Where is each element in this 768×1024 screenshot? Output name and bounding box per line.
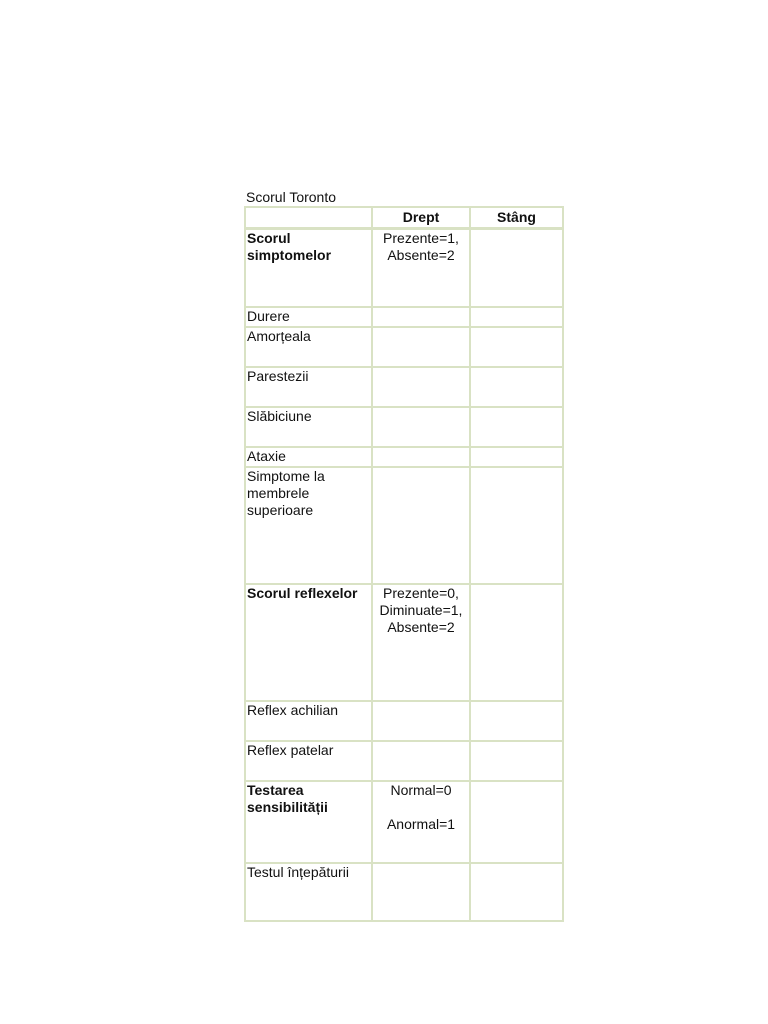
table-row [245,447,563,467]
left-cell [470,741,563,781]
right-value-line: Prezente=0, [383,584,459,601]
header-blank-cell [245,207,372,229]
table-row [245,307,563,327]
right-cell [372,367,470,407]
left-cell [470,327,563,367]
header-right: Drept [372,207,470,229]
left-cell [470,229,563,307]
table-header-row [245,207,563,229]
row-label: Scorul reflexelor [245,584,372,701]
table-row [245,863,563,921]
right-cell [372,229,470,307]
table-row [245,467,563,584]
toronto-score-table [244,206,564,922]
document-title: Scorul Toronto [246,189,337,205]
row-label: Testarea sensibilității [245,781,372,863]
header-left: Stâng [470,207,563,229]
left-cell [470,467,563,584]
table-row [245,584,563,701]
right-cell [372,863,470,921]
table-row [245,741,563,781]
row-label: Amorțeala [245,327,372,367]
table-row [245,229,563,307]
right-cell [372,741,470,781]
row-label: Scorul simptomelor [245,229,372,307]
left-cell [470,584,563,701]
left-cell [470,701,563,741]
table-row [245,407,563,447]
left-cell [470,863,563,921]
right-cell [372,407,470,447]
row-label: Parestezii [245,367,372,407]
right-cell [372,781,470,863]
left-cell [470,367,563,407]
right-cell [372,447,470,467]
right-cell [372,701,470,741]
right-value-line: Prezente=1, [383,230,459,246]
left-cell [470,407,563,447]
row-label: Testul înțepăturii [245,863,372,921]
left-cell [470,447,563,467]
table-row [245,781,563,863]
right-value-line: Absente=2 [387,618,455,635]
row-label: Ataxie [245,447,372,467]
right-cell [372,327,470,367]
row-label: Simptome la membrele superioare [245,467,372,584]
right-value-line: Absente=2 [387,247,455,263]
right-value-line: Diminuate=1, [379,601,463,618]
row-label: Durere [245,307,372,327]
right-cell [372,467,470,584]
row-label: Reflex achilian [245,701,372,741]
row-label: Slăbiciune [245,407,372,447]
row-label: Reflex patelar [245,741,372,781]
table-row [245,367,563,407]
left-cell [470,307,563,327]
table-row [245,701,563,741]
left-cell [470,781,563,863]
right-cell [372,584,470,701]
right-value-line: Normal=0 [390,781,452,798]
table-row [245,327,563,367]
right-value-line: Anormal=1 [386,815,456,832]
right-cell [372,307,470,327]
